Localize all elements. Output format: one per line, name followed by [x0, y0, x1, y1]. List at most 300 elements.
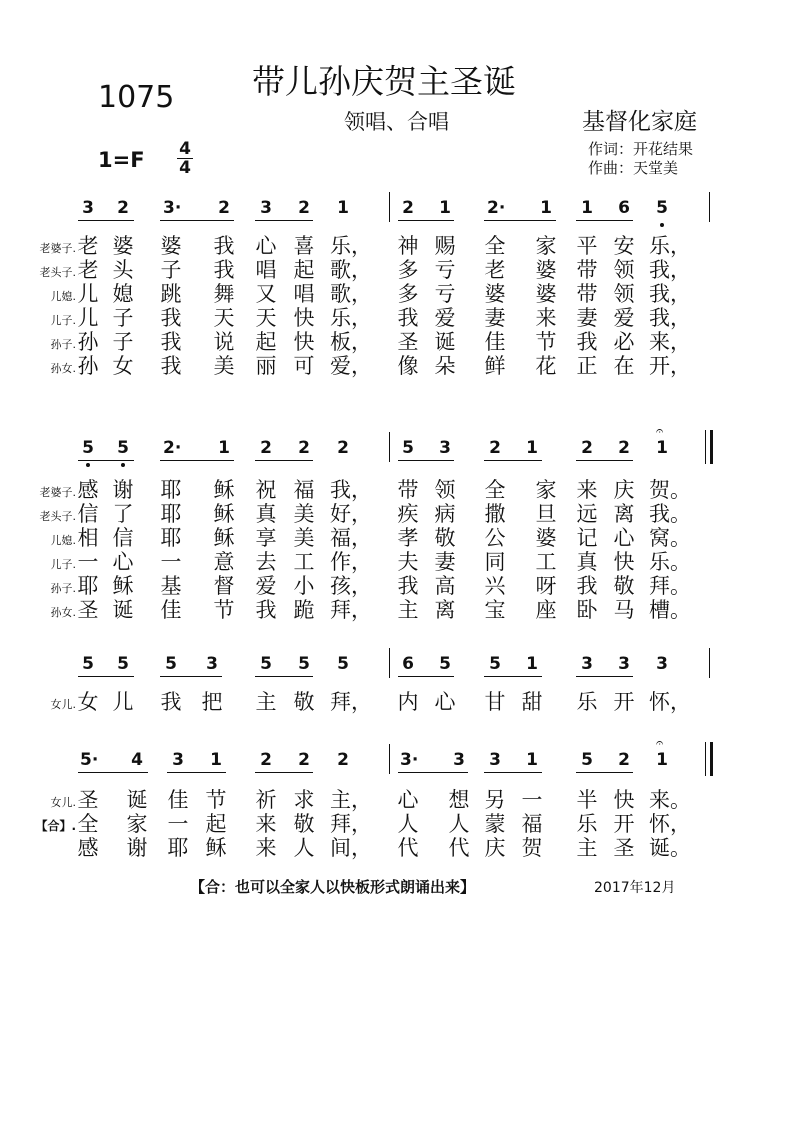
- lyric-line: [0, 836, 792, 860]
- note: 3: [489, 750, 501, 770]
- lyric-char: 心: [434, 690, 456, 714]
- lyric-char: 内: [397, 690, 419, 714]
- lyric-char: 朵: [434, 354, 456, 378]
- note: 2: [489, 438, 501, 458]
- lyric-line: [0, 788, 792, 812]
- lyric-char: 耶: [160, 478, 182, 502]
- lyric-char: 我。: [649, 502, 691, 526]
- lyric-char: 安: [613, 234, 635, 258]
- lyricist: 作词：开花结果: [588, 140, 694, 158]
- lyric-char: 一: [521, 788, 543, 812]
- lyric-line: [0, 282, 792, 306]
- note: 6: [618, 198, 630, 218]
- lyric-char: 我，: [649, 282, 691, 306]
- lyric-char: 耶: [77, 574, 99, 598]
- lyric-char: 病: [434, 502, 456, 526]
- lyric-char: 我: [397, 574, 419, 598]
- lyric-char: 我: [576, 330, 598, 354]
- lyric-char: 孙: [77, 354, 99, 378]
- lyric-char: 婆: [535, 282, 557, 306]
- speaker-label: 女儿.: [50, 698, 76, 711]
- note: 4: [131, 750, 143, 770]
- key-signature: 1=F: [98, 148, 145, 172]
- lyric-char: 女: [112, 354, 134, 378]
- lyric-char: 丽: [255, 354, 277, 378]
- lyric-char: 快: [293, 330, 315, 354]
- lyric-char: 美: [293, 526, 315, 550]
- lyric-char: 另: [484, 788, 506, 812]
- lyric-char: 婆: [535, 526, 557, 550]
- lyric-line: [0, 502, 792, 526]
- lyric-char: 爱: [255, 574, 277, 598]
- lyric-char: 起: [255, 330, 277, 354]
- time-signature-top: 4: [179, 139, 191, 159]
- lyric-char: 乐，: [330, 234, 372, 258]
- note: 3: [656, 654, 668, 674]
- lyric-char: 庆: [484, 836, 506, 860]
- date: 2017年12月: [594, 880, 676, 896]
- lyric-char: 工: [535, 550, 557, 574]
- lyric-char: 花: [535, 354, 557, 378]
- note: 1: [526, 750, 538, 770]
- lyric-line: [0, 812, 792, 836]
- lyric-char: 爱: [613, 306, 635, 330]
- lyric-char: 带: [397, 478, 419, 502]
- lyric-char: 马: [613, 598, 635, 622]
- lyric-char: 一: [77, 550, 99, 574]
- lyric-char: 心: [255, 234, 277, 258]
- lyric-char: 起: [293, 258, 315, 282]
- lyric-char: 诞: [434, 330, 456, 354]
- lyric-char: 佳: [160, 598, 182, 622]
- speaker-label: 孙子.: [50, 338, 76, 351]
- lyric-char: 意: [213, 550, 235, 574]
- lyric-char: 敬: [293, 690, 315, 714]
- notation-row-1: [0, 198, 792, 228]
- lyric-char: 求: [293, 788, 315, 812]
- lyric-char: 拜，: [330, 598, 372, 622]
- lyric-char: 像: [397, 354, 419, 378]
- lyric-line: [0, 478, 792, 502]
- lyric-char: 来: [535, 306, 557, 330]
- lyric-char: 甜: [521, 690, 543, 714]
- lyric-char: 带: [576, 282, 598, 306]
- note: 5: [581, 750, 593, 770]
- song-number: 1075: [98, 80, 175, 115]
- lyric-char: 想: [448, 788, 470, 812]
- lyric-char: 我: [160, 306, 182, 330]
- note: 2: [298, 198, 310, 218]
- note: 5: [117, 654, 129, 674]
- lyric-char: 佳: [167, 788, 189, 812]
- lyric-char: 来。: [649, 788, 691, 812]
- lyric-char: 领: [434, 478, 456, 502]
- lyric-char: 起: [205, 812, 227, 836]
- lyric-char: 主: [576, 836, 598, 860]
- lyric-char: 耶: [167, 836, 189, 860]
- lyric-char: 疾: [397, 502, 419, 526]
- lyric-char: 稣: [112, 574, 134, 598]
- lyric-char: 我: [576, 574, 598, 598]
- lyric-char: 子: [112, 306, 134, 330]
- note: 2·: [487, 198, 506, 218]
- lyric-char: 节: [205, 788, 227, 812]
- lyric-char: 我: [397, 306, 419, 330]
- lyric-line: [0, 306, 792, 330]
- lyric-char: 同: [484, 550, 506, 574]
- note: 3: [82, 198, 94, 218]
- lyric-char: 神: [397, 234, 419, 258]
- lyric-char: 半: [576, 788, 598, 812]
- lyric-char: 儿: [77, 306, 99, 330]
- lyric-char: 跳: [160, 282, 182, 306]
- lyric-char: 又: [255, 282, 277, 306]
- note: 2: [218, 198, 230, 218]
- note: 5: [656, 198, 668, 218]
- lyric-char: 我: [255, 598, 277, 622]
- lyric-char: 全: [484, 234, 506, 258]
- lyric-char: 小: [293, 574, 315, 598]
- lyric-char: 歌，: [330, 282, 372, 306]
- lyric-char: 主，: [330, 788, 372, 812]
- lyric-char: 了: [112, 502, 134, 526]
- lyric-char: 开，: [649, 354, 691, 378]
- note: 1: [656, 438, 668, 458]
- lyric-char: 孩，: [330, 574, 372, 598]
- song-title: 带儿孙庆贺主圣诞: [252, 62, 516, 101]
- notation-row-4: [0, 736, 792, 780]
- lyric-char: 工: [293, 550, 315, 574]
- note: 5: [439, 654, 451, 674]
- lyric-char: 一: [160, 550, 182, 574]
- lyric-char: 稣: [213, 502, 235, 526]
- lyric-char: 领: [613, 282, 635, 306]
- lyric-char: 间，: [330, 836, 372, 860]
- lyric-char: 孙: [77, 330, 99, 354]
- note: 6: [402, 654, 414, 674]
- composer: 作曲：天堂美: [588, 159, 679, 177]
- lyric-char: 节: [213, 598, 235, 622]
- speaker-label: 老婆子.: [39, 486, 76, 499]
- lyric-char: 撒: [484, 502, 506, 526]
- speaker-label: 儿媳.: [50, 290, 76, 303]
- lyric-char: 敬: [293, 812, 315, 836]
- lyric-char: 宝: [484, 598, 506, 622]
- notation-row-2: [0, 424, 792, 468]
- lyric-char: 家: [126, 812, 148, 836]
- lyric-char: 平: [576, 234, 598, 258]
- note: 3: [206, 654, 218, 674]
- lyric-char: 谢: [126, 836, 148, 860]
- lyric-char: 主: [397, 598, 419, 622]
- lyric-char: 怀，: [649, 690, 691, 714]
- lyric-char: 老: [77, 234, 99, 258]
- note: 3: [260, 198, 272, 218]
- lyric-char: 妻: [484, 306, 506, 330]
- speaker-label: 女儿.: [50, 796, 76, 809]
- note: 1: [337, 198, 349, 218]
- lyric-line: [0, 354, 792, 378]
- lyric-char: 离: [613, 502, 635, 526]
- lyric-char: 好，: [330, 502, 372, 526]
- lyric-char: 人: [397, 812, 419, 836]
- lyric-char: 圣: [77, 788, 99, 812]
- lyric-char: 乐，: [330, 306, 372, 330]
- lyric-char: 把: [201, 690, 223, 714]
- lyric-char: 我: [160, 690, 182, 714]
- lyric-char: 心: [613, 526, 635, 550]
- time-signature: [176, 140, 194, 177]
- note: 1: [581, 198, 593, 218]
- lyric-char: 带: [576, 258, 598, 282]
- lyric-char: 在: [613, 354, 635, 378]
- lyric-char: 老: [484, 258, 506, 282]
- lyric-line: [0, 598, 792, 622]
- lyric-char: 美: [293, 502, 315, 526]
- note: 5: [298, 654, 310, 674]
- speaker-label: 老头子.: [39, 510, 76, 523]
- lyric-char: 甘: [484, 690, 506, 714]
- note: 2: [402, 198, 414, 218]
- lyric-char: 鲜: [484, 354, 506, 378]
- note: 3: [172, 750, 184, 770]
- lyric-char: 福: [293, 478, 315, 502]
- lyric-char: 怀，: [649, 812, 691, 836]
- note: 2: [618, 438, 630, 458]
- lyric-char: 必: [613, 330, 635, 354]
- lyric-char: 感: [77, 478, 99, 502]
- lyric-char: 女: [77, 690, 99, 714]
- lyric-char: 兴: [484, 574, 506, 598]
- lyric-line: [0, 258, 792, 282]
- lyric-char: 基: [160, 574, 182, 598]
- lyric-char: 我: [160, 354, 182, 378]
- lyric-char: 贺。: [649, 478, 691, 502]
- lyric-char: 蒙: [484, 812, 506, 836]
- speaker-label: 儿子.: [50, 314, 76, 327]
- lyric-char: 感: [77, 836, 99, 860]
- lyric-char: 离: [434, 598, 456, 622]
- song-subtitle: 领唱、合唱: [344, 110, 449, 134]
- lyric-char: 我，: [330, 478, 372, 502]
- note: 1: [656, 750, 668, 770]
- lyric-char: 爱，: [330, 354, 372, 378]
- lyric-char: 卧: [576, 598, 598, 622]
- lyric-char: 记: [576, 526, 598, 550]
- lyric-char: 耶: [160, 502, 182, 526]
- lyric-char: 圣: [77, 598, 99, 622]
- lyric-char: 祝: [255, 478, 277, 502]
- lyric-char: 去: [255, 550, 277, 574]
- note: 5: [165, 654, 177, 674]
- lyric-char: 舞: [213, 282, 235, 306]
- lyric-char: 孝: [397, 526, 419, 550]
- lyric-char: 一: [167, 812, 189, 836]
- lyric-char: 敬: [613, 574, 635, 598]
- lyric-char: 家: [535, 234, 557, 258]
- lyric-char: 贺: [521, 836, 543, 860]
- lyric-char: 呀: [535, 574, 557, 598]
- lyric-char: 作，: [330, 550, 372, 574]
- lyric-char: 子: [160, 258, 182, 282]
- lyric-line: [0, 550, 792, 574]
- lyric-char: 心: [397, 788, 419, 812]
- note: 3: [453, 750, 465, 770]
- lyric-char: 圣: [397, 330, 419, 354]
- lyric-char: 心: [112, 550, 134, 574]
- lyric-char: 旦: [535, 502, 557, 526]
- lyric-char: 妻: [434, 550, 456, 574]
- lyric-char: 我: [213, 258, 235, 282]
- lyric-char: 信: [112, 526, 134, 550]
- lyric-char: 节: [535, 330, 557, 354]
- note: 1: [526, 438, 538, 458]
- lyric-line: [0, 526, 792, 550]
- lyric-char: 老: [77, 258, 99, 282]
- lyric-char: 唱: [293, 282, 315, 306]
- lyric-char: 享: [255, 526, 277, 550]
- lyric-char: 夫: [397, 550, 419, 574]
- lyric-char: 亏: [434, 282, 456, 306]
- lyric-char: 快: [293, 306, 315, 330]
- lyric-char: 儿: [77, 282, 99, 306]
- lyric-char: 全: [77, 812, 99, 836]
- speaker-label: 【合】.: [35, 819, 76, 833]
- lyric-char: 正: [576, 354, 598, 378]
- lyric-char: 高: [434, 574, 456, 598]
- lyric-char: 耶: [160, 526, 182, 550]
- lyric-char: 真: [255, 502, 277, 526]
- lyric-char: 信: [77, 502, 99, 526]
- lyric-char: 喜: [293, 234, 315, 258]
- lyric-char: 稣: [205, 836, 227, 860]
- note: 2: [260, 750, 272, 770]
- lyric-char: 婆: [484, 282, 506, 306]
- lyric-char: 代: [397, 836, 419, 860]
- note: 5: [260, 654, 272, 674]
- lyric-char: 头: [112, 258, 134, 282]
- lyric-char: 婆: [535, 258, 557, 282]
- note: 5: [489, 654, 501, 674]
- lyric-char: 祈: [255, 788, 277, 812]
- lyric-char: 拜，: [330, 690, 372, 714]
- note: 2: [337, 438, 349, 458]
- lyric-char: 天: [255, 306, 277, 330]
- note: 3: [581, 654, 593, 674]
- lyric-char: 可: [293, 354, 315, 378]
- lyric-char: 代: [448, 836, 470, 860]
- speaker-label: 老婆子.: [39, 242, 76, 255]
- note: 1: [439, 198, 451, 218]
- note: 5: [82, 654, 94, 674]
- note: 5: [402, 438, 414, 458]
- lyric-char: 领: [613, 258, 635, 282]
- lyric-char: 来: [576, 478, 598, 502]
- lyric-char: 多: [397, 258, 419, 282]
- lyric-char: 公: [484, 526, 506, 550]
- note: 5: [337, 654, 349, 674]
- lyric-char: 乐，: [649, 234, 691, 258]
- lyric-line: [0, 574, 792, 598]
- lyric-char: 来，: [649, 330, 691, 354]
- lyric-char: 开: [613, 812, 635, 836]
- lyric-char: 真: [576, 550, 598, 574]
- note: 2: [298, 438, 310, 458]
- fermata-icon: 𝄐: [656, 736, 664, 751]
- lyric-char: 诞: [126, 788, 148, 812]
- note: 2: [618, 750, 630, 770]
- lyric-char: 媳: [112, 282, 134, 306]
- lyric-char: 来: [255, 836, 277, 860]
- lyric-line: [0, 234, 792, 258]
- lyric-char: 乐。: [649, 550, 691, 574]
- lyric-char: 诞。: [649, 836, 691, 860]
- note: 3: [618, 654, 630, 674]
- note: 1: [540, 198, 552, 218]
- lyric-char: 窝。: [649, 526, 691, 550]
- note: 1: [218, 438, 230, 458]
- speaker-label: 孙女.: [50, 606, 76, 619]
- note: 3: [439, 438, 451, 458]
- note: 1: [210, 750, 222, 770]
- lyric-char: 婆: [112, 234, 134, 258]
- lyric-char: 人: [448, 812, 470, 836]
- speaker-label: 孙女.: [50, 362, 76, 375]
- lyric-char: 我，: [649, 258, 691, 282]
- lyric-char: 我: [160, 330, 182, 354]
- lyric-char: 儿: [112, 690, 134, 714]
- performance-note: 【合：也可以全家人以快板形式朗诵出来】: [190, 878, 476, 896]
- speaker-label: 儿子.: [50, 558, 76, 571]
- note: 2: [117, 198, 129, 218]
- lyric-char: 拜，: [330, 812, 372, 836]
- lyric-char: 妻: [576, 306, 598, 330]
- lyric-char: 开: [613, 690, 635, 714]
- lyric-char: 歌，: [330, 258, 372, 282]
- lyric-char: 天: [213, 306, 235, 330]
- note: 5·: [80, 750, 99, 770]
- lyric-char: 拜。: [649, 574, 691, 598]
- note: 2: [260, 438, 272, 458]
- lyric-char: 主: [255, 690, 277, 714]
- lyric-char: 说: [213, 330, 235, 354]
- lyric-char: 亏: [434, 258, 456, 282]
- lyric-char: 人: [293, 836, 315, 860]
- notation-row-3: [0, 654, 792, 684]
- lyric-char: 敬: [434, 526, 456, 550]
- speaker-label: 儿媳.: [50, 534, 76, 547]
- note: 5: [82, 438, 94, 458]
- note: 2: [337, 750, 349, 770]
- lyric-char: 跪: [293, 598, 315, 622]
- lyric-char: 我，: [649, 306, 691, 330]
- lyric-char: 远: [576, 502, 598, 526]
- song-style: 基督化家庭: [582, 109, 697, 135]
- lyric-char: 美: [213, 354, 235, 378]
- lyric-char: 督: [213, 574, 235, 598]
- lyric-char: 座: [535, 598, 557, 622]
- lyric-char: 家: [535, 478, 557, 502]
- lyric-char: 多: [397, 282, 419, 306]
- lyric-char: 福: [521, 812, 543, 836]
- note: 2: [581, 438, 593, 458]
- lyric-char: 乐: [576, 690, 598, 714]
- note: 2·: [163, 438, 182, 458]
- note: 3·: [400, 750, 419, 770]
- note: 3·: [163, 198, 182, 218]
- lyric-char: 乐: [576, 812, 598, 836]
- lyric-line: [0, 330, 792, 354]
